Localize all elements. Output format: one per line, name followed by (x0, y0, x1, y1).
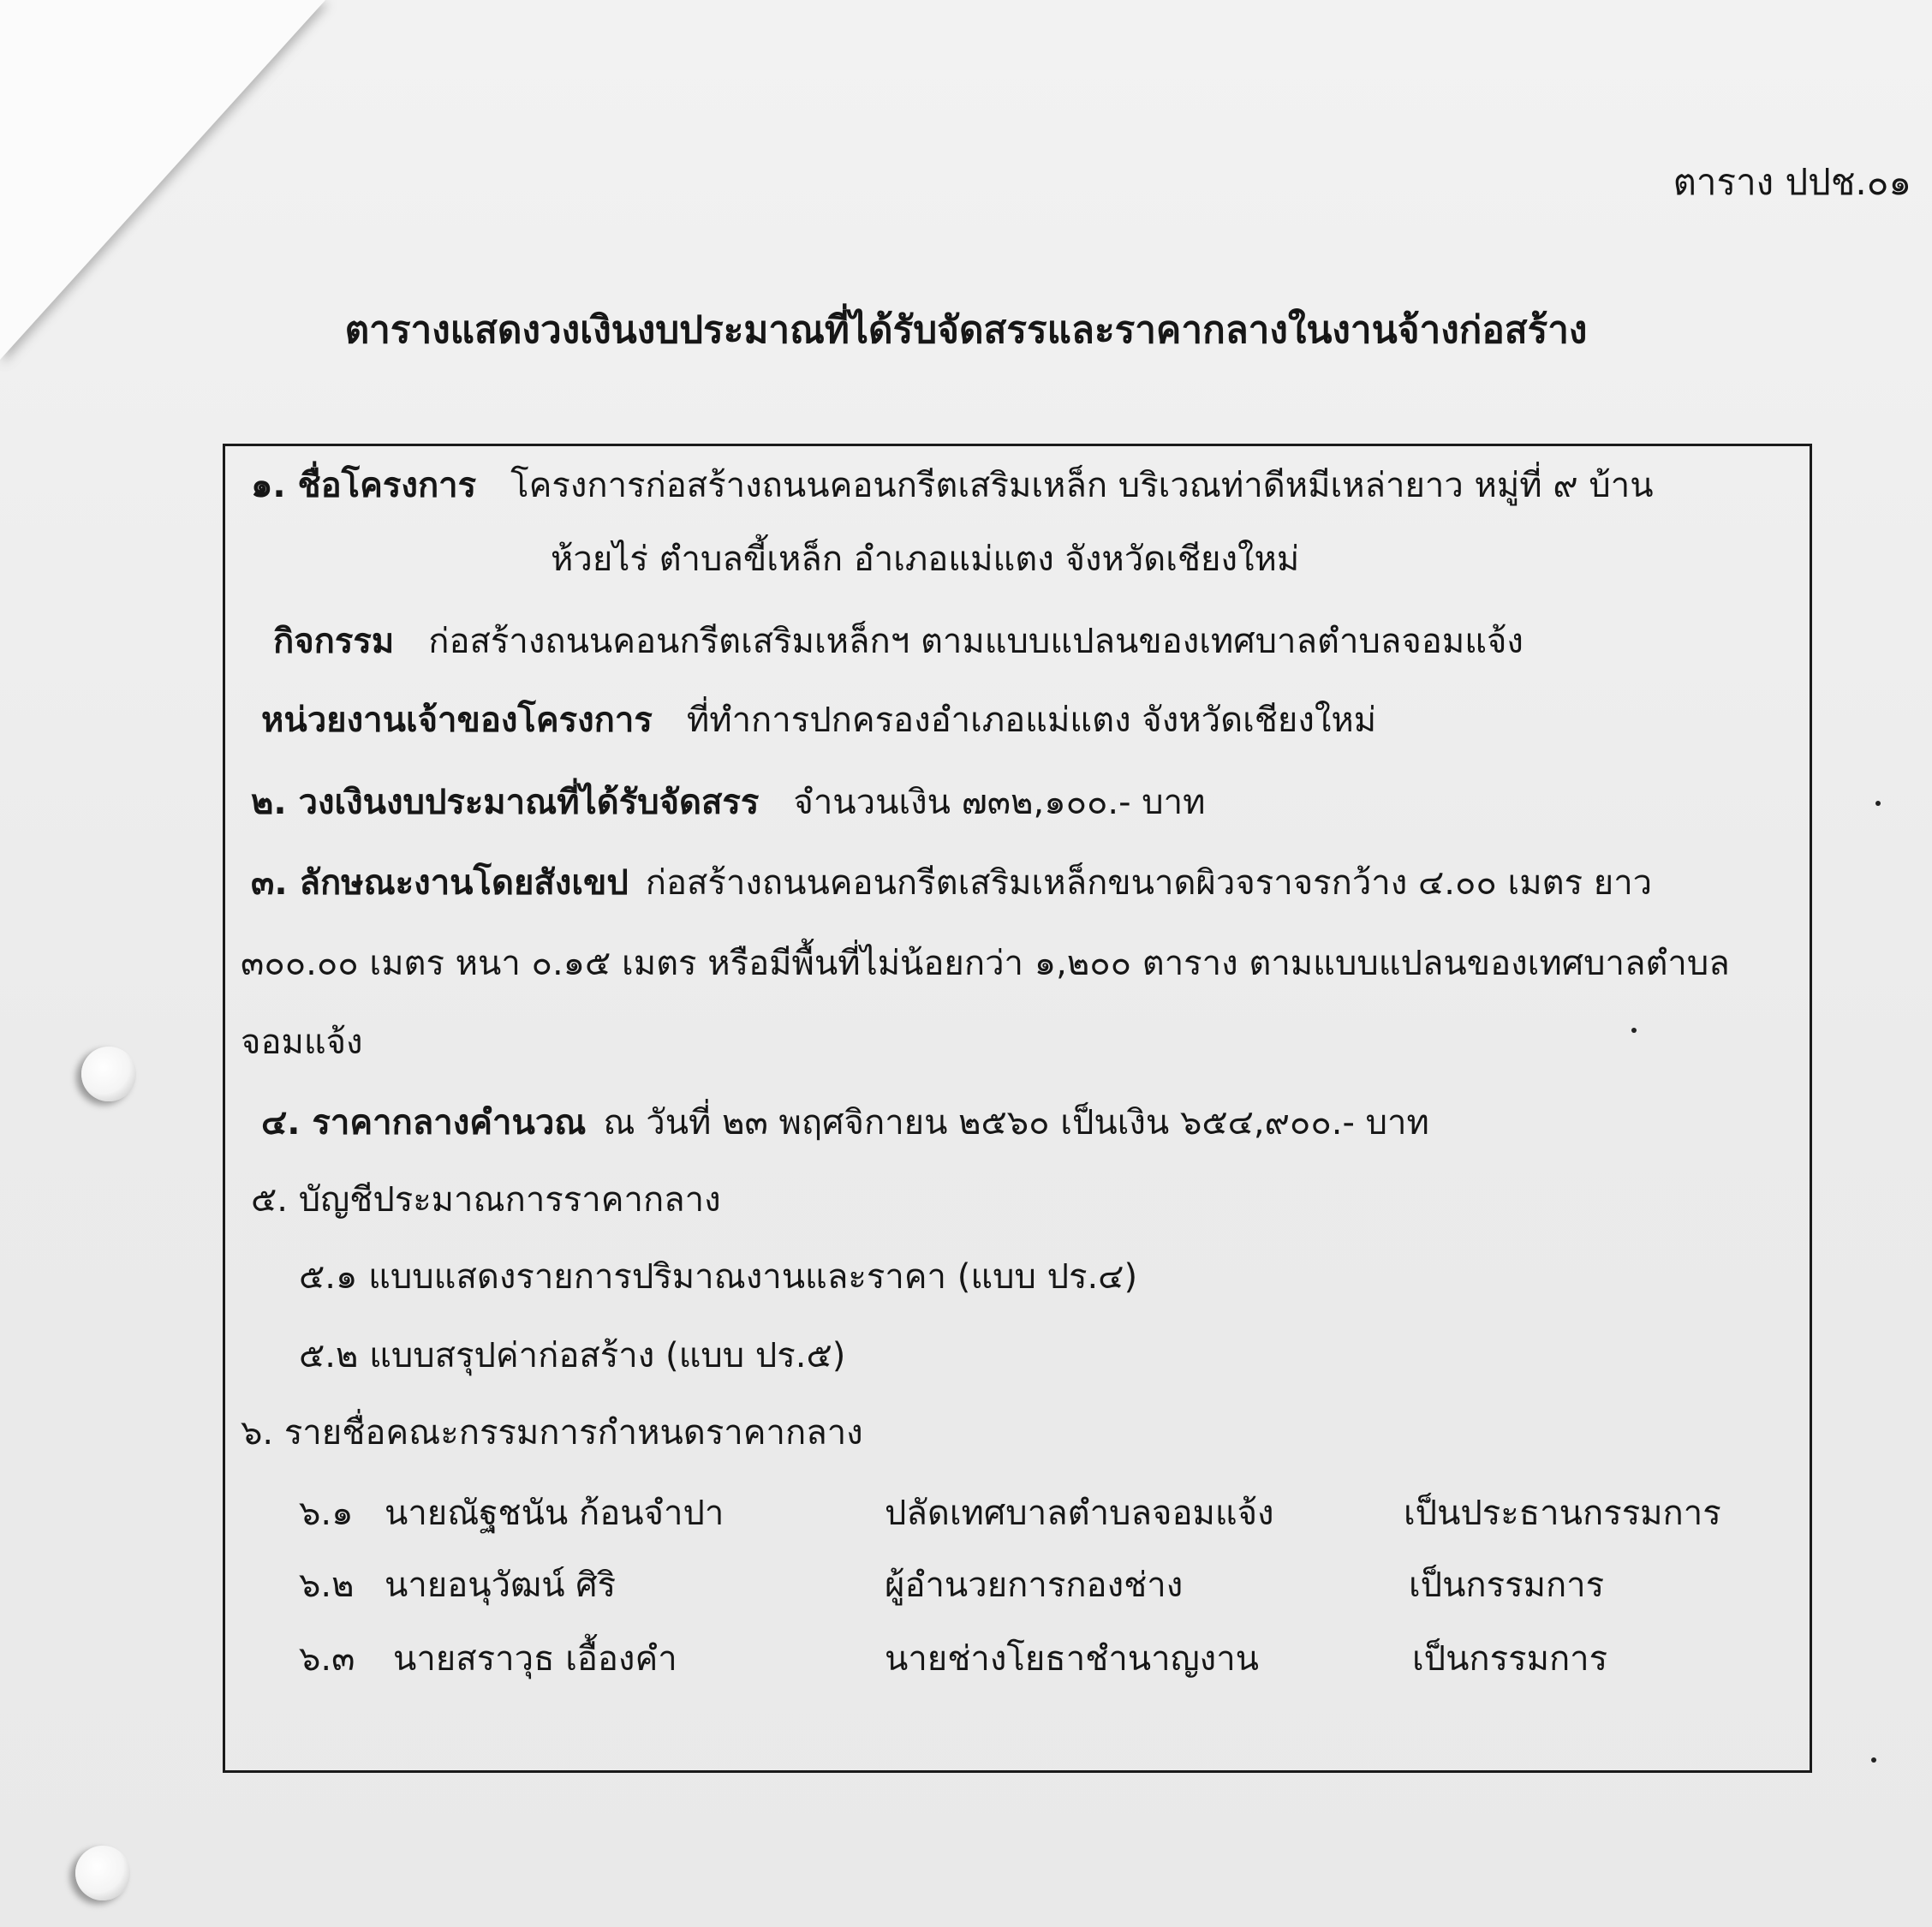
estimate-item: ๕.๒ แบบสรุปค่าก่อสร้าง (แบบ ปร.๕) (299, 1336, 846, 1375)
section-2-line (251, 785, 1206, 820)
work-description-line-1: ก่อสร้างถนนคอนกรีตเสริมเหล็กขนาดผิวจราจรกว้าง ๔.๐๐ เมตร ยาว (645, 863, 1653, 903)
member-role: เป็นกรรมการ (1409, 1566, 1605, 1605)
member-role: เป็นกรรมการ (1412, 1639, 1608, 1679)
scan-speck (1871, 1757, 1876, 1763)
member-name: นายณัฐชนัน ก้อนจำปา (385, 1494, 724, 1533)
activity-line (273, 624, 1524, 659)
punch-hole (81, 1047, 136, 1101)
budget-value: จำนวนเงิน ๗๓๒,๑๐๐.- บาท (793, 783, 1206, 822)
form-code: ตาราง ปปช.๐๑ (1673, 161, 1911, 203)
punch-hole (75, 1846, 130, 1900)
member-name: นายสราวุธ เอื้องคำ (393, 1639, 677, 1679)
member-number: ๖.๒ (299, 1566, 355, 1605)
section-2-label: ๒. วงเงินงบประมาณที่ได้รับจัดสรร (251, 783, 760, 822)
work-description-line-3: จอมแจ้ง (241, 1023, 363, 1062)
section-3-line-1 (251, 863, 1653, 903)
section-4-label: ๔. ราคากลางคำนวณ (261, 1103, 587, 1142)
member-role: เป็นประธานกรรมการ (1404, 1494, 1721, 1533)
activity-label: กิจกรรม (273, 622, 395, 661)
project-name-line-2: ห้วยไร่ ตำบลขี้เหล็ก อำเภอแม่แตง จังหวัดเชียงใหม่ (551, 540, 1300, 579)
member-position: ผู้อำนวยการกองช่าง (885, 1566, 1184, 1605)
content-box (223, 444, 1812, 1773)
section-5-label: ๕. บัญชีประมาณการราคากลาง (251, 1180, 721, 1220)
activity-value: ก่อสร้างถนนคอนกรีตเสริมเหล็กฯ ตามแบบแปลนของเทศบาลตำบลจอมแจ้ง (428, 622, 1524, 661)
owner-label: หน่วยงานเจ้าของโครงการ (261, 701, 653, 740)
median-price-value: ณ วันที่ ๒๓ พฤศจิกายน ๒๕๖๐ เป็นเงิน ๖๕๔,๙๐๐.- บาท (603, 1103, 1429, 1142)
member-number: ๖.๑ (299, 1494, 354, 1533)
scan-speck (1875, 801, 1881, 806)
member-position: ปลัดเทศบาลตำบลจอมแจ้ง (885, 1494, 1274, 1533)
estimate-item: ๕.๑ แบบแสดงรายการปริมาณงานและราคา (แบบ ปร.๔) (299, 1257, 1138, 1297)
project-name-line-1: โครงการก่อสร้างถนนคอนกรีตเสริมเหล็ก บริเวณท่าดีหมีเหล่ายาว หมู่ที่ ๙ บ้าน (510, 466, 1654, 505)
member-position: นายช่างโยธาชำนาญงาน (885, 1639, 1260, 1679)
scan-speck (1631, 1028, 1637, 1033)
section-4-line (261, 1103, 1429, 1142)
owner-line (261, 701, 1377, 740)
section-6-label: ๖. รายชื่อคณะกรรมการกำหนดราคากลาง (241, 1413, 863, 1453)
member-name: นายอนุวัฒน์ ศิริ (385, 1566, 617, 1605)
section-1-line-1 (251, 468, 1654, 503)
section-3-label: ๓. ลักษณะงานโดยสังเขป (251, 863, 629, 903)
member-number: ๖.๓ (299, 1639, 355, 1679)
document-title: ตารางแสดงวงเงินงบประมาณที่ได้รับจัดสรรและราคากลางในงานจ้างก่อสร้าง (344, 308, 1588, 352)
work-description-line-2: ๓๐๐.๐๐ เมตร หนา ๐.๑๕ เมตร หรือมีพื้นที่ไม่น้อยกว่า ๑,๒๐๐ ตาราง ตามแบบแปลนของเทศบาลตำบล (241, 944, 1730, 983)
owner-value: ที่ทำการปกครองอำเภอแม่แตง จังหวัดเชียงใหม่ (686, 701, 1377, 740)
section-1-label: ๑. ชื่อโครงการ (251, 466, 477, 505)
